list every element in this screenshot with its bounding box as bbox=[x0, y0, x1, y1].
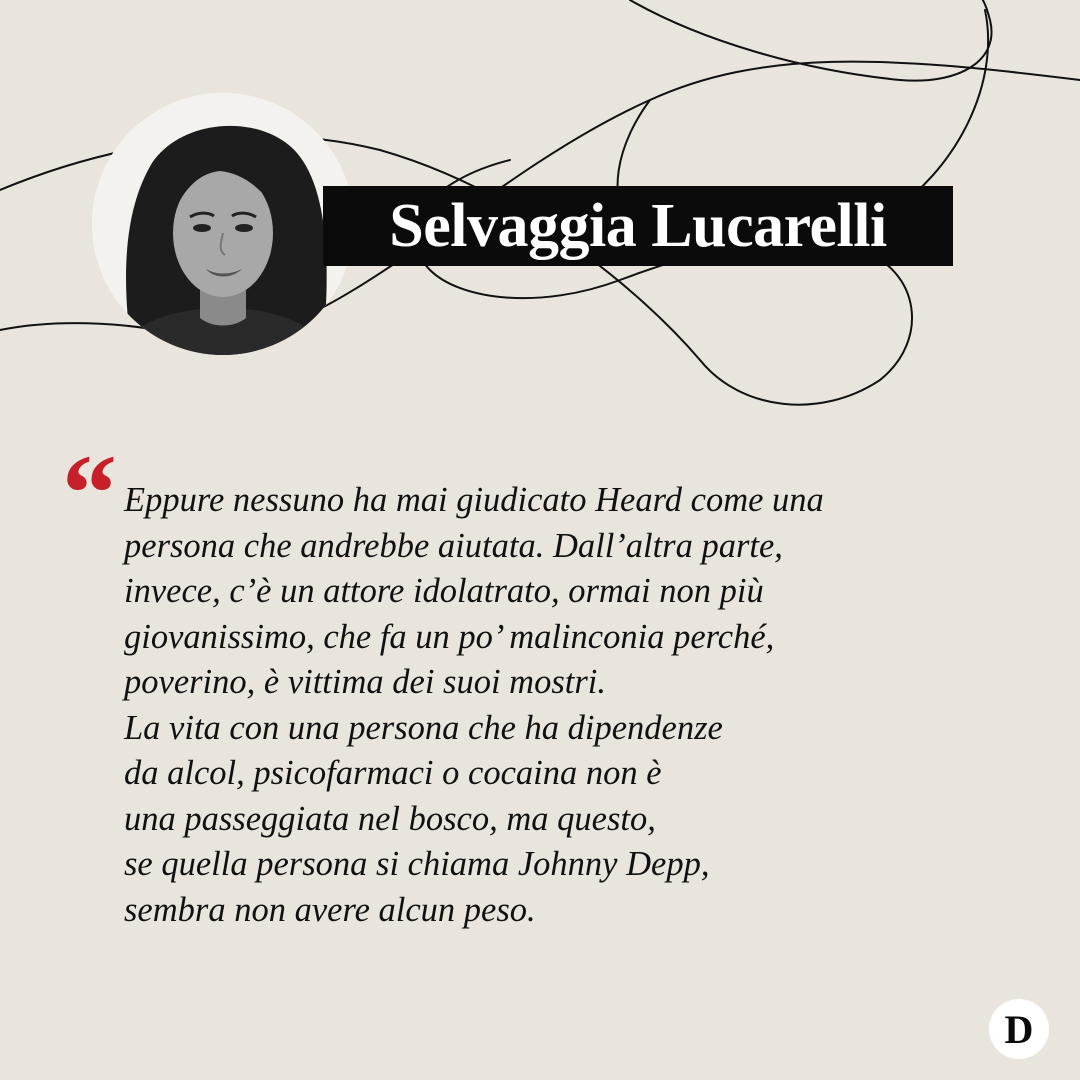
quote-line: giovanissimo, che fa un po’ malinconia perché, bbox=[124, 617, 775, 656]
quote-text bbox=[124, 478, 1044, 933]
quote-line: sembra non avere alcun peso. bbox=[124, 890, 536, 929]
brand-logo-letter: D bbox=[1004, 1007, 1034, 1052]
author-portrait-image bbox=[92, 93, 354, 355]
quote-line: una passeggiata nel bosco, ma questo, bbox=[124, 799, 656, 838]
quote-line: Eppure nessuno ha mai giudicato Heard come una bbox=[124, 481, 824, 519]
quote-line: da alcol, psicofarmaci o cocaina non è bbox=[124, 754, 662, 792]
author-avatar bbox=[92, 93, 354, 355]
quote-line: persona che andrebbe aiutata. Dall’altra parte, bbox=[124, 526, 783, 565]
author-name: Selvaggia Lucarelli bbox=[389, 192, 887, 260]
quote-line: se quella persona si chiama Johnny Depp, bbox=[124, 845, 710, 883]
quote-mark-icon: “ bbox=[62, 432, 117, 554]
author-name-label bbox=[323, 186, 953, 266]
quote-line: La vita con una persona che ha dipendenze bbox=[124, 708, 723, 747]
quote-line: invece, c’è un attore idolatrato, ormai non più bbox=[124, 572, 764, 610]
brand-logo bbox=[989, 999, 1049, 1059]
quote-line: poverino, è vittima dei suoi mostri. bbox=[124, 663, 606, 701]
